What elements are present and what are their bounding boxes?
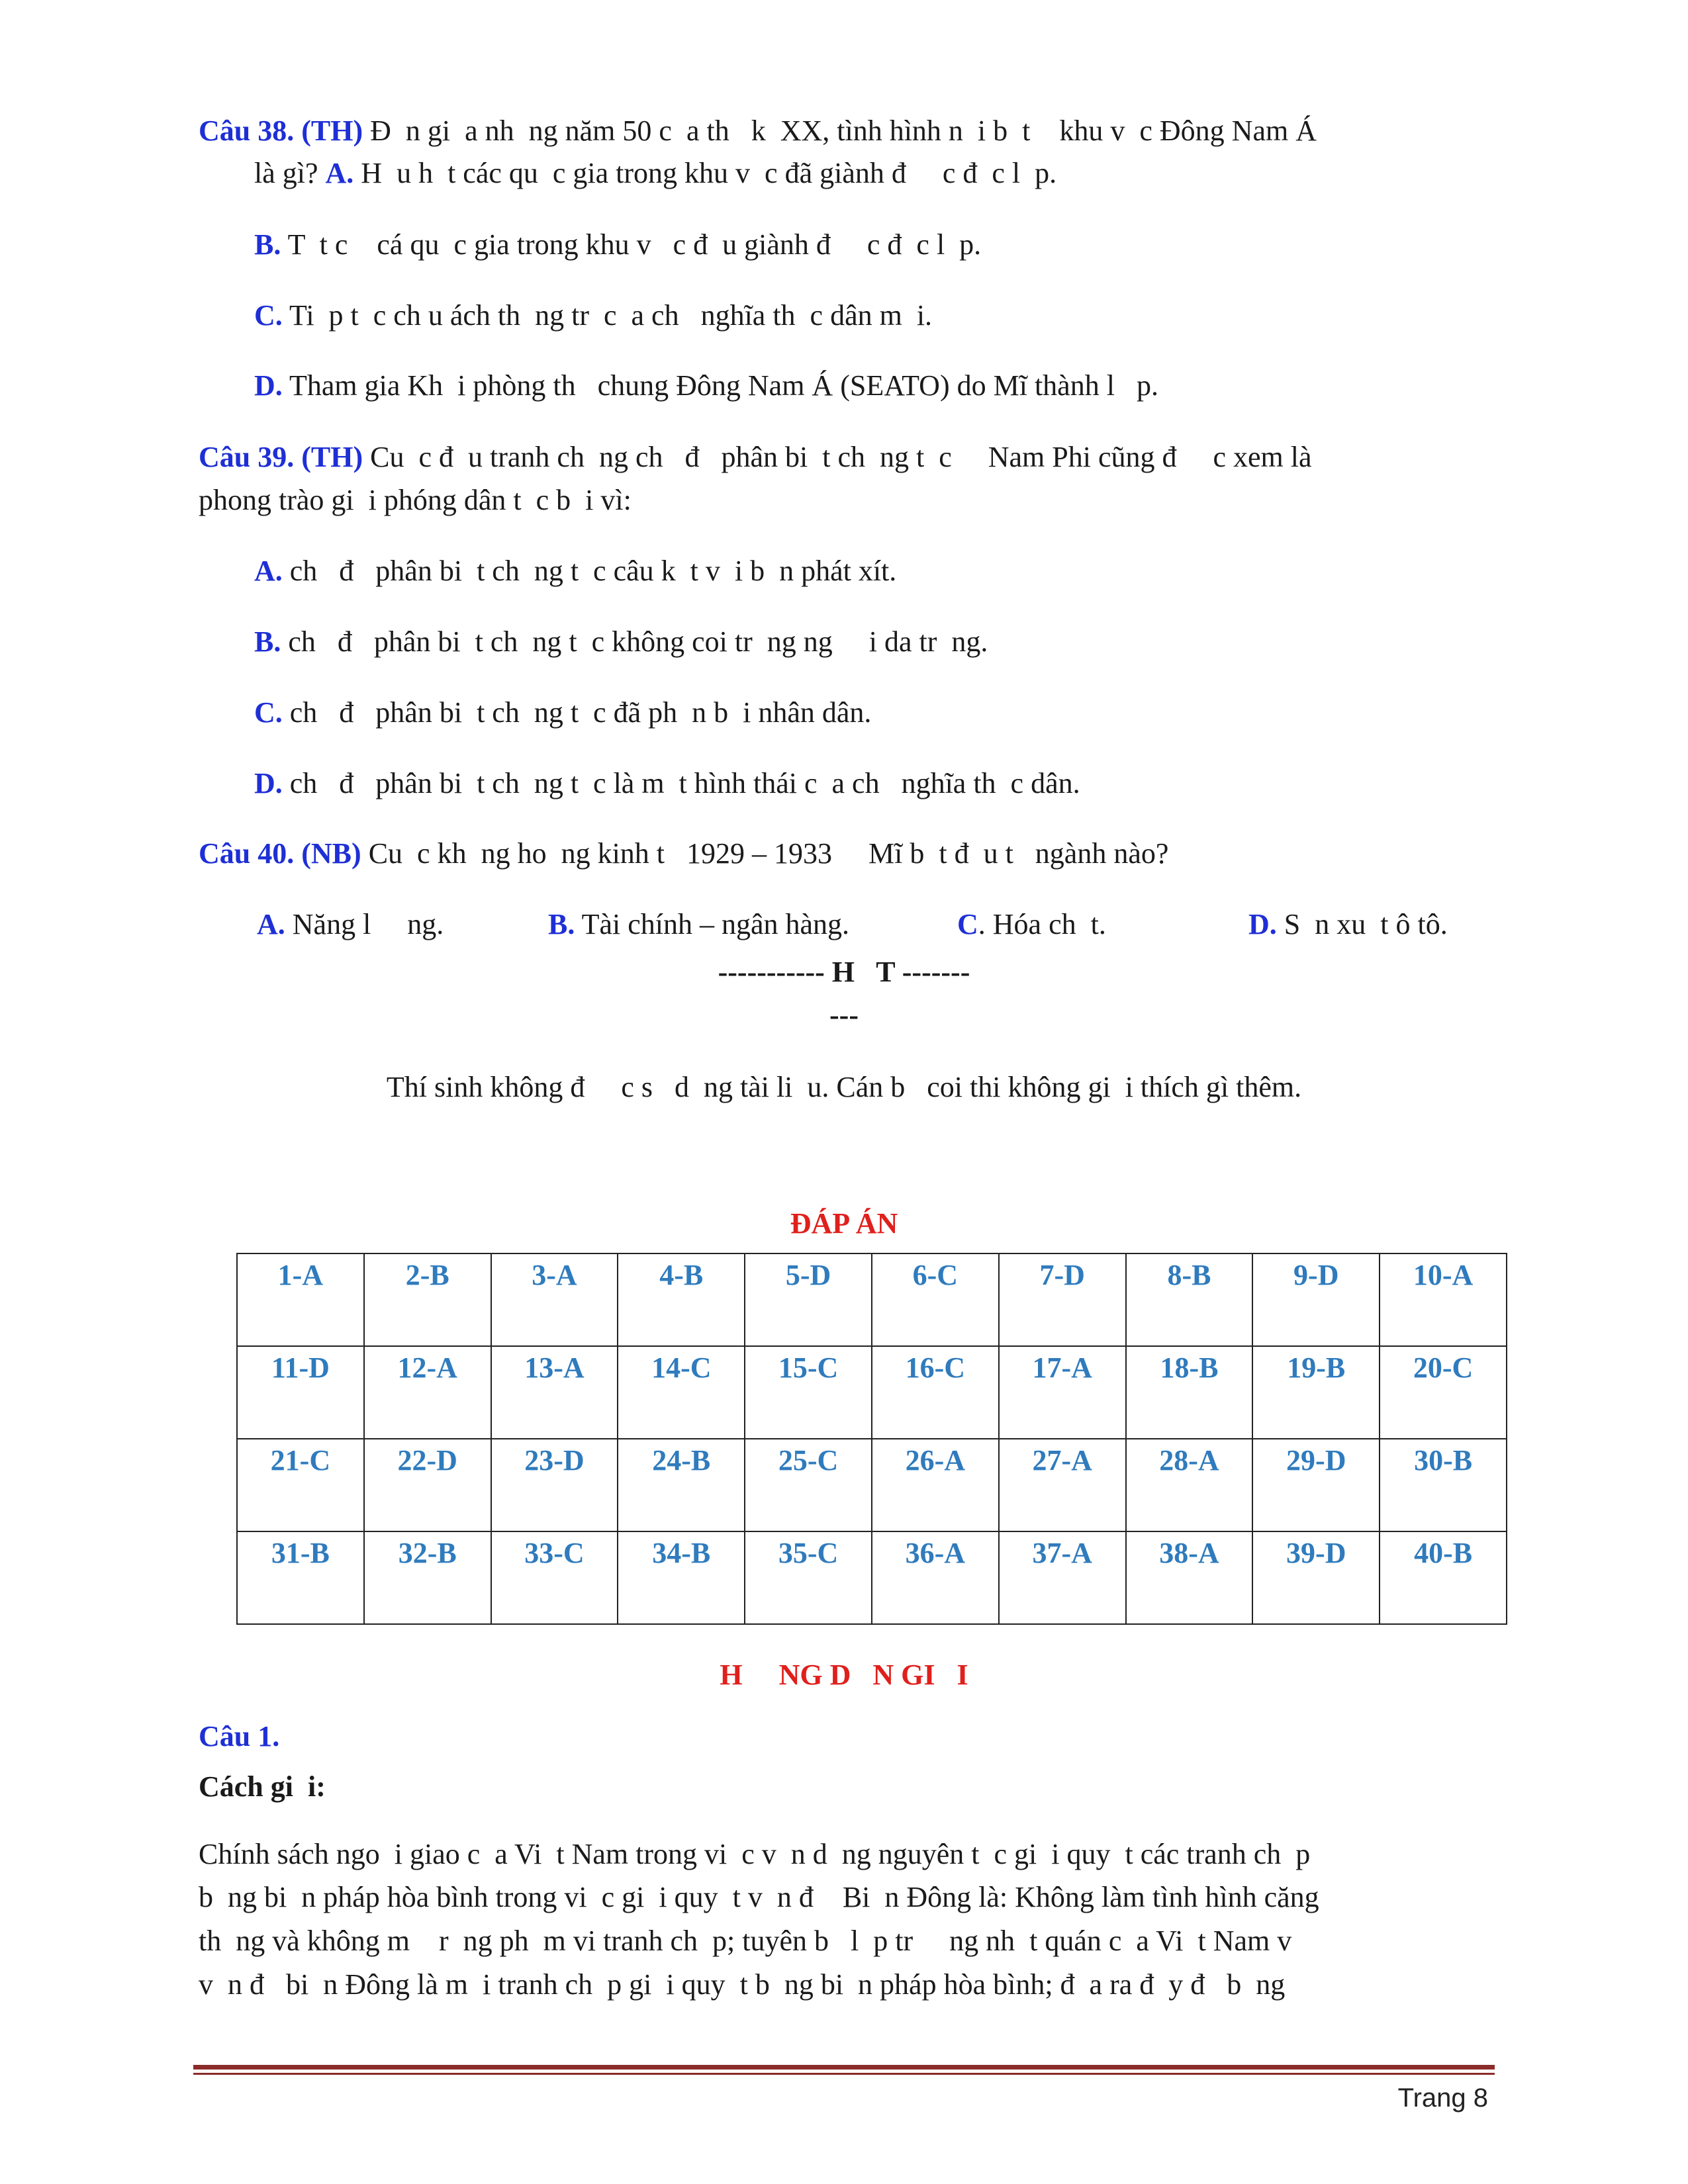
q40-stem: Cu c kh ng ho ng kinh t 1929 – 1933 Mĩ b t đ u t ngành nào?	[361, 837, 1169, 870]
q40-option-c-label: C	[957, 908, 978, 940]
answer-cell: 16-C	[872, 1346, 999, 1439]
answer-cell: 11-D	[237, 1346, 364, 1439]
q39-stem: Cu c đ u tranh ch ng ch đ phân bi t ch ng t c Nam Phi cũng đ c xem là	[363, 441, 1312, 473]
answer-cell: 15-C	[745, 1346, 872, 1439]
answer-cell: 31-B	[237, 1531, 364, 1624]
q40-option-b-label: B.	[548, 908, 575, 940]
table-row	[237, 1253, 1507, 1346]
q40-line1	[199, 837, 1168, 872]
answer-cell: 25-C	[745, 1439, 872, 1531]
q38-option-b-label: B.	[254, 228, 281, 261]
q38-option-a-label: A.	[325, 157, 354, 189]
answer-cell: 19-B	[1252, 1346, 1380, 1439]
q40-option-a	[257, 907, 444, 942]
q38-option-c-label: C.	[254, 299, 283, 332]
q40-option-d-text: S n xu t ô tô.	[1276, 908, 1448, 940]
answer-cell: 30-B	[1380, 1439, 1507, 1531]
answer-cell: 40-B	[1380, 1531, 1507, 1624]
q38-option-d-label: D.	[254, 369, 283, 402]
q38-option-d	[254, 369, 1158, 404]
q38-option-c	[254, 298, 932, 334]
answer-cell: 6-C	[872, 1253, 999, 1346]
answer-cell: 38-A	[1126, 1531, 1253, 1624]
q1-method-heading: Cách gi i:	[199, 1770, 326, 1803]
q40-option-c-text: . Hóa ch t.	[978, 908, 1106, 940]
answer-cell: 34-B	[618, 1531, 745, 1624]
answer-cell: 1-A	[237, 1253, 364, 1346]
end-marker: ----------- H T -------	[718, 956, 970, 988]
answer-cell: 20-C	[1380, 1346, 1507, 1439]
q1-paragraph-line3: th ng và không m r ng ph m vi tranh ch p; tuyên b l p tr ng nh t quán c a Vi t Nam v	[199, 1925, 1292, 1957]
answer-cell: 12-A	[364, 1346, 491, 1439]
q38-line1	[199, 114, 1317, 149]
answer-cell: 14-C	[618, 1346, 745, 1439]
q39-option-c-text: ch đ phân bi t ch ng t c đã ph n b i nhân dân.	[282, 696, 872, 729]
exam-notice: Thí sinh không đ c s d ng tài li u. Cán b coi thi không gi i thích gì thêm.	[386, 1071, 1302, 1103]
q39-option-a-label: A.	[254, 555, 283, 587]
q40-option-a-label: A.	[257, 908, 285, 940]
q40-option-a-text: Năng l ng.	[285, 908, 444, 940]
page-number: Trang 8	[1397, 2083, 1488, 2113]
answer-cell: 36-A	[872, 1531, 999, 1624]
answer-cell: 23-D	[491, 1439, 618, 1531]
q38-option-c-text: Ti p t c ch u ách th ng tr c a ch nghĩa th c dân m i.	[282, 299, 933, 332]
q38-option-a-text: H u h t các qu c gia trong khu v c đã giành đ c đ c l p.	[353, 157, 1057, 189]
q38-option-b	[254, 228, 981, 263]
answer-cell: 18-B	[1126, 1346, 1253, 1439]
answer-cell: 2-B	[364, 1253, 491, 1346]
q38-label: Câu 38. (TH)	[199, 114, 363, 147]
q39-option-d	[254, 766, 1080, 801]
answer-cell: 3-A	[491, 1253, 618, 1346]
guide-title: H NG D N GI I	[720, 1659, 968, 1691]
q38-stem-end: là gì?	[254, 157, 326, 189]
answer-cell: 35-C	[745, 1531, 872, 1624]
end-marker-tail: ---	[829, 999, 859, 1031]
answer-key-title: ĐÁP ÁN	[790, 1207, 898, 1240]
q39-line2: phong trào gi i phóng dân t c b i vì:	[199, 484, 632, 516]
answer-cell: 33-C	[491, 1531, 618, 1624]
q38-option-b-text: T t c cá qu c gia trong khu v c đ u giành đ c đ c l p.	[281, 228, 982, 261]
q40-option-c	[957, 907, 1106, 942]
answer-cell: 28-A	[1126, 1439, 1253, 1531]
answer-cell: 39-D	[1252, 1531, 1380, 1624]
answer-cell: 4-B	[618, 1253, 745, 1346]
answer-key-table	[236, 1253, 1507, 1625]
q38-line2	[254, 156, 1056, 191]
q39-label: Câu 39. (TH)	[199, 441, 363, 473]
q39-option-b-text: ch đ phân bi t ch ng t c không coi tr ng ng i da tr ng.	[281, 625, 988, 658]
q1-label: Câu 1.	[199, 1720, 280, 1752]
answer-cell: 37-A	[999, 1531, 1126, 1624]
q39-option-c	[254, 696, 871, 731]
q39-line1	[199, 440, 1312, 475]
footer-rule-thick	[193, 2065, 1495, 2070]
answer-cell: 27-A	[999, 1439, 1126, 1531]
answer-cell: 21-C	[237, 1439, 364, 1531]
q38-stem: Đ n gi a nh ng năm 50 c a th k XX, tình hình n i b t khu v c Đông Nam Á	[363, 114, 1317, 147]
q1-paragraph-line2: b ng bi n pháp hòa bình trong vi c gi i quy t v n đ Bi n Đông là: Không làm tình hình căng	[199, 1881, 1319, 1913]
answer-cell: 10-A	[1380, 1253, 1507, 1346]
q39-option-d-text: ch đ phân bi t ch ng t c là m t hình thái c a ch nghĩa th c dân.	[282, 767, 1080, 799]
q39-option-a	[254, 554, 896, 589]
q40-option-d	[1248, 907, 1448, 942]
answer-cell: 9-D	[1252, 1253, 1380, 1346]
answer-cell: 17-A	[999, 1346, 1126, 1439]
answer-cell: 5-D	[745, 1253, 872, 1346]
q1-paragraph-line4: v n đ bi n Đông là m i tranh ch p gi i quy t b ng bi n pháp hòa bình; đ a ra đ y đ b ng	[199, 1968, 1286, 2001]
table-row	[237, 1439, 1507, 1531]
q39-option-b-label: B.	[254, 625, 281, 658]
q40-option-d-label: D.	[1248, 908, 1277, 940]
q39-option-d-label: D.	[254, 767, 283, 799]
q40-label: Câu 40. (NB)	[199, 837, 361, 870]
q38-option-d-text: Tham gia Kh i phòng th chung Đông Nam Á (SEATO) do Mĩ thành l p.	[282, 369, 1158, 402]
q40-option-b-text: Tài chính – ngân hàng.	[575, 908, 850, 940]
answer-cell: 29-D	[1252, 1439, 1380, 1531]
table-row	[237, 1531, 1507, 1624]
q39-option-b	[254, 625, 988, 660]
q39-option-a-text: ch đ phân bi t ch ng t c câu k t v i b n phát xít.	[282, 555, 897, 587]
q1-paragraph-line1: Chính sách ngo i giao c a Vi t Nam trong vi c v n d ng nguyên t c gi i quy t các tranh ch p	[199, 1838, 1311, 1870]
answer-cell: 8-B	[1126, 1253, 1253, 1346]
answer-cell: 22-D	[364, 1439, 491, 1531]
q40-option-b	[548, 907, 849, 942]
answer-cell: 32-B	[364, 1531, 491, 1624]
answer-cell: 24-B	[618, 1439, 745, 1531]
q39-option-c-label: C.	[254, 696, 283, 729]
answer-cell: 13-A	[491, 1346, 618, 1439]
answer-cell: 26-A	[872, 1439, 999, 1531]
table-row	[237, 1346, 1507, 1439]
answer-cell: 7-D	[999, 1253, 1126, 1346]
footer-rule-thin	[193, 2073, 1495, 2075]
